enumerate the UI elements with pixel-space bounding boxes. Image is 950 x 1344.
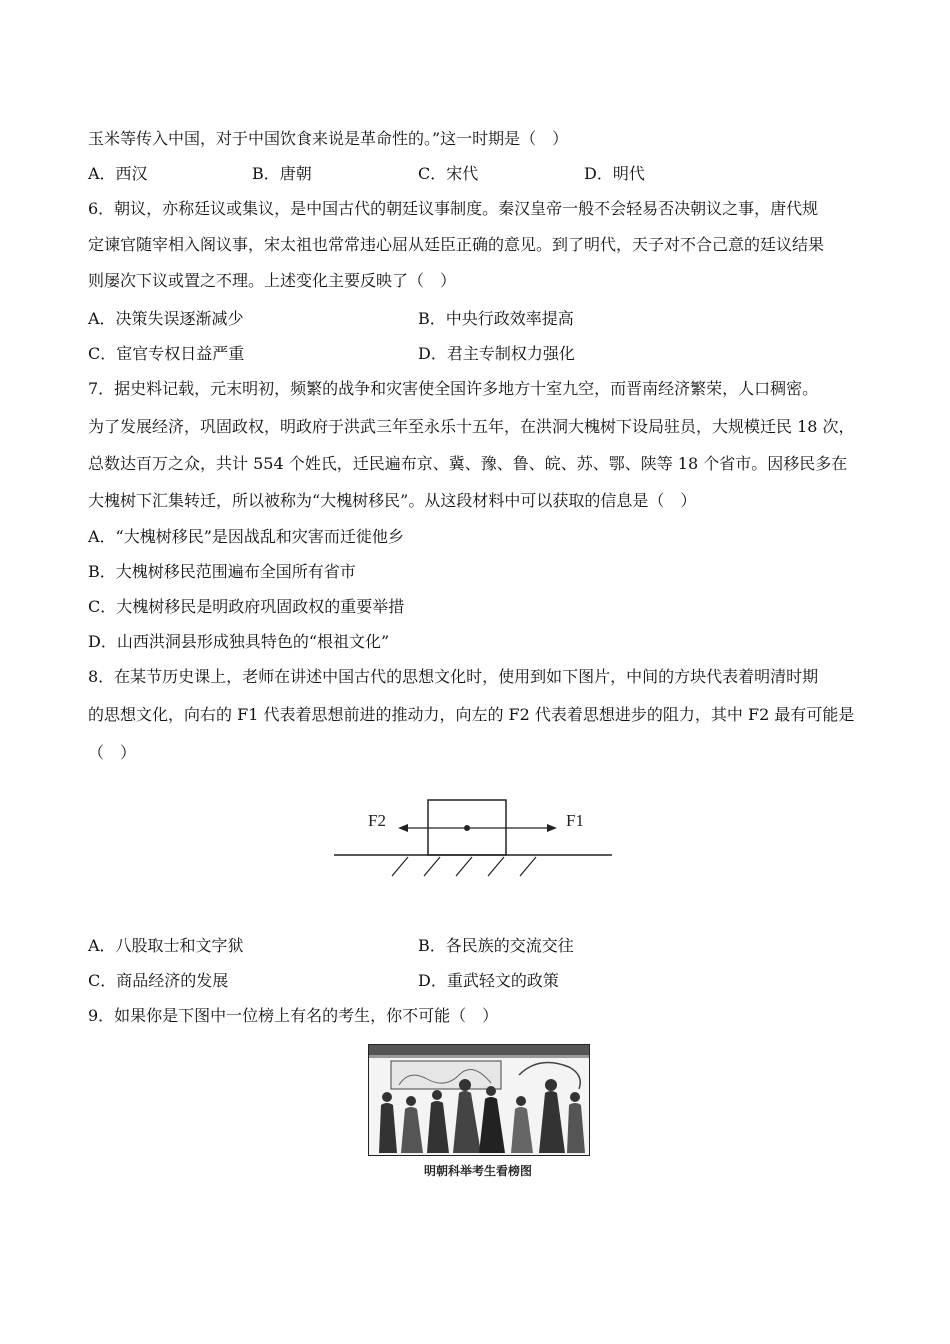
q6-option-d[interactable]: D．君主专制权力强化 bbox=[418, 344, 575, 363]
roof-band bbox=[369, 1045, 589, 1055]
q6-option-c[interactable]: C．宦官专权日益严重 bbox=[88, 344, 245, 363]
f1-label: F1 bbox=[566, 811, 584, 830]
q7-stem-line-1: 7．据史料记载，元末明初，频繁的战争和灾害使全国许多地方十室九空，而晋南经济繁荣，人口稠密。 bbox=[88, 379, 819, 398]
q6-stem-line-1: 6．朝议，亦称廷议或集议，是中国古代的朝廷议事制度。秦汉皇帝一般不会轻易否决朝议之事，唐代规 bbox=[88, 199, 819, 218]
q6-stem-line-2: 定谏官随宰相入阁议事，宋太祖也常常违心屈从廷臣正确的意见。到了明代，天子对不合己意的廷议结果 bbox=[88, 235, 825, 254]
q7-option-a[interactable]: A．“大槐树移民”是因战乱和灾害而迁徙他乡 bbox=[88, 527, 404, 546]
figure-caption: 明朝科举考生看榜图 bbox=[423, 1164, 532, 1178]
q7-stem-line-2: 为了发展经济，巩固政权，明政府于洪武三年至永乐十五年，在洪洞大槐树下设局驻员，大规模迁民 18 次， bbox=[88, 417, 855, 436]
q7-stem-line-4: 大槐树下汇集转迁，所以被称为“大槐树移民”。从这段材料中可以获取的信息是（ ） bbox=[88, 491, 697, 510]
ground-hatching bbox=[392, 857, 536, 876]
q5-option-c[interactable]: C．宋代 bbox=[418, 164, 479, 183]
q7-option-c[interactable]: C．大槐树移民是明政府巩固政权的重要举措 bbox=[88, 597, 405, 616]
q6-option-a[interactable]: A．决策失误逐渐减少 bbox=[88, 309, 244, 328]
q8-option-c[interactable]: C．商品经济的发展 bbox=[88, 971, 229, 990]
crowd-figures bbox=[379, 1079, 585, 1153]
exam-results-illustration bbox=[368, 1044, 590, 1156]
q7-option-b[interactable]: B．大槐树移民范围遍布全国所有省市 bbox=[88, 562, 356, 581]
f1-arrow-head bbox=[547, 824, 557, 832]
q8-stem-line-2: 的思想文化，向右的 F1 代表着思想前进的推动力，向左的 F2 代表着思想进步的阻力，其中 F2 最有可能是 bbox=[88, 705, 855, 724]
q5-stem-tail: 玉米等传入中国，对于中国饮食来说是革命性的。”这一时期是（ ） bbox=[88, 129, 569, 148]
q8-stem-line-3: （ ） bbox=[88, 743, 137, 762]
q8-stem-line-1: 8．在某节历史课上，老师在讲述中国古代的思想文化时，使用到如下图片，中间的方块代表着明清时期 bbox=[88, 667, 819, 686]
notice-board bbox=[391, 1061, 501, 1089]
q5-option-a[interactable]: A．西汉 bbox=[88, 164, 148, 183]
f2-arrow-head bbox=[398, 824, 408, 832]
q5-option-d[interactable]: D．明代 bbox=[584, 164, 645, 183]
q8-option-b[interactable]: B．各民族的交流交往 bbox=[418, 936, 574, 955]
q7-option-d[interactable]: D．山西洪洞县形成独具特色的“根祖文化” bbox=[88, 632, 390, 651]
f2-label: F2 bbox=[368, 811, 386, 830]
q5-option-b[interactable]: B．唐朝 bbox=[252, 164, 312, 183]
q7-stem-line-3: 总数达百万之众，共计 554 个姓氏，迁民遍布京、冀、豫、鲁、皖、苏、鄂、陕等 18 个省市。因移民多在 bbox=[88, 454, 848, 473]
q6-stem-line-3: 则屡次下议或置之不理。上述变化主要反映了（ ） bbox=[88, 271, 457, 290]
q9-stem: 9．如果你是下图中一位榜上有名的考生，你不可能（ ） bbox=[88, 1006, 499, 1025]
q8-option-d[interactable]: D．重武轻文的政策 bbox=[418, 971, 559, 990]
force-diagram bbox=[330, 790, 620, 890]
q8-option-a[interactable]: A．八股取士和文字狱 bbox=[88, 936, 244, 955]
q6-option-b[interactable]: B．中央行政效率提高 bbox=[418, 309, 574, 328]
